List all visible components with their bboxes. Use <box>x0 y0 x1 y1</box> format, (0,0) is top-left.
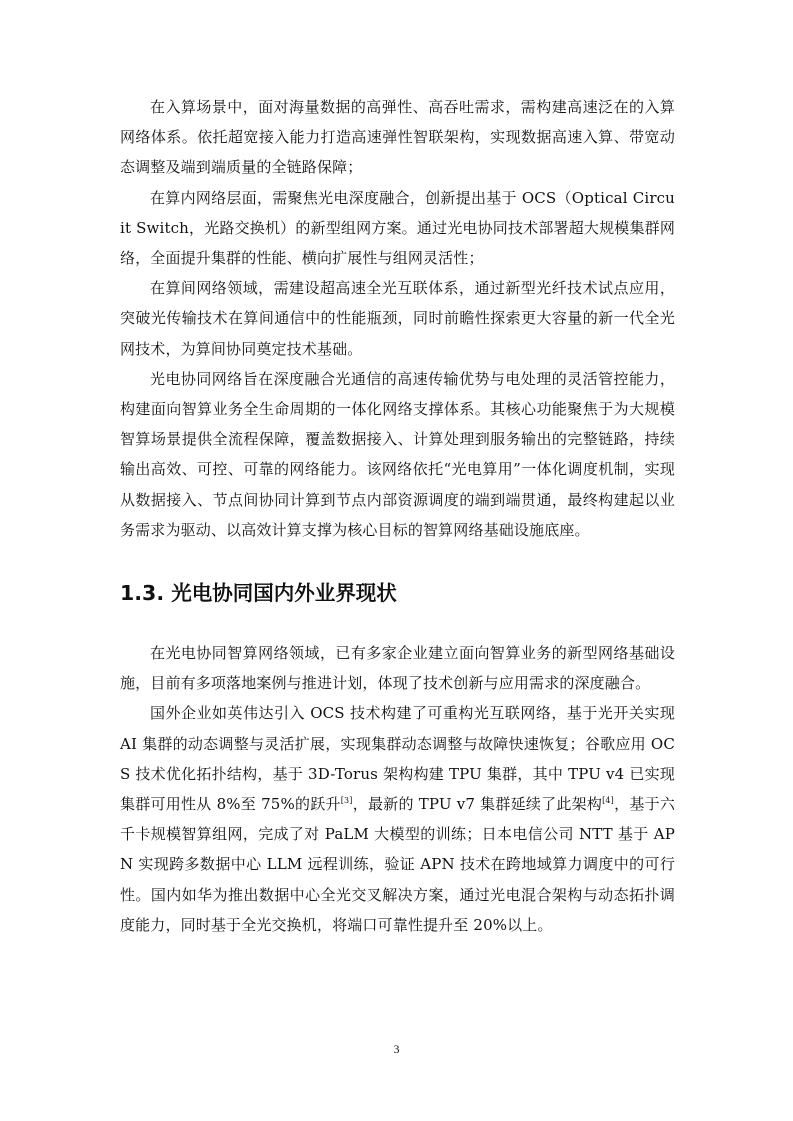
citation-3[interactable]: [3] <box>340 796 353 806</box>
text-run: 国外企业如英伟达引入 OCS 技术构建了可重构光互联网络，基于光开关实现 AI 集群的动态调整与灵活扩展，实现集群动态调整与故障快速恢复；谷歌应用 OCS 技术优化拓扑结构，基于 3D-Torus 架构构建 TPU 集群，其中 TPU v4 已实现集群可用性从 8%至 75%的跃升 <box>120 704 675 814</box>
paragraph-input-network: 在入算场景中，面对海量数据的高弹性、高吞吐需求，需构建高速泛在的入算网络体系。依托超宽接入能力打造高速弹性智联架构，实现数据高速入算、带宽动态调整及端到端质量的全链路保障； <box>120 98 675 177</box>
citation-4[interactable]: [4] <box>602 796 614 806</box>
paragraph-industry-cases <box>120 698 675 940</box>
paragraph-optoelectronic-overview: 光电协同网络旨在深度融合光通信的高速传输优势与电处理的灵活管控能力，构建面向智算业务全生命周期的一体化网络支撑体系。其核心功能聚焦于为大规模智算场景提供全流程保障，覆盖数据接入、计算处理到服务输出的完整链路，持续输出高效、可控、可靠的网络能力。该网络依托“光电算用”一体化调度机制，实现从数据接入、节点间协同计算到节点内部资源调度的端到端贯通，最终构建起以业务需求为驱动、以高效计算支撑为核心目标的智算网络基础设施底座。 <box>120 369 675 539</box>
text-run: ，基于六千卡规模智算组网，完成了对 PaLM 大模型的训练；日本电信公司 NTT 基于 APN 实现跨多数据中心 LLM 远程训练，验证 APN 技术在跨地域算力调度中的可行性。国内如华为推出数据中心全光交叉解决方案，通过光电混合架构与动态拓扑调度能力，同时基于全光交换机，将端口可靠性提升至 20%以上。 <box>120 795 675 934</box>
document-body <box>120 92 675 940</box>
section-heading: 1.3. 光电协同国内外业界现状 <box>120 581 397 606</box>
paragraph-inter-network: 在算间网络领域，需建设超高速全光互联体系，通过新型光纤技术试点应用，突破光传输技术在算间通信中的性能瓶颈，同时前瞻性探索更大容量的新一代全光网技术，为算间协同奠定技术基础。 <box>120 279 675 358</box>
text-run: ，最新的 TPU v7 集群延续了此架构 <box>352 795 603 814</box>
paragraph-intra-network: 在算内网络层面，需聚焦光电深度融合，创新提出基于 OCS（Optical Circuit Switch，光路交换机）的新型组网方案。通过光电协同技术部署超大规模集群网络，全面提升集群的性能、横向扩展性与组网灵活性； <box>120 188 675 268</box>
page-number: 3 <box>393 1042 400 1056</box>
paragraph-industry-intro: 在光电协同智算网络领域，已有多家企业建立面向智算业务的新型网络基础设施，目前有多项落地案例与推进计划，体现了技术创新与应用需求的深度融合。 <box>120 644 675 693</box>
